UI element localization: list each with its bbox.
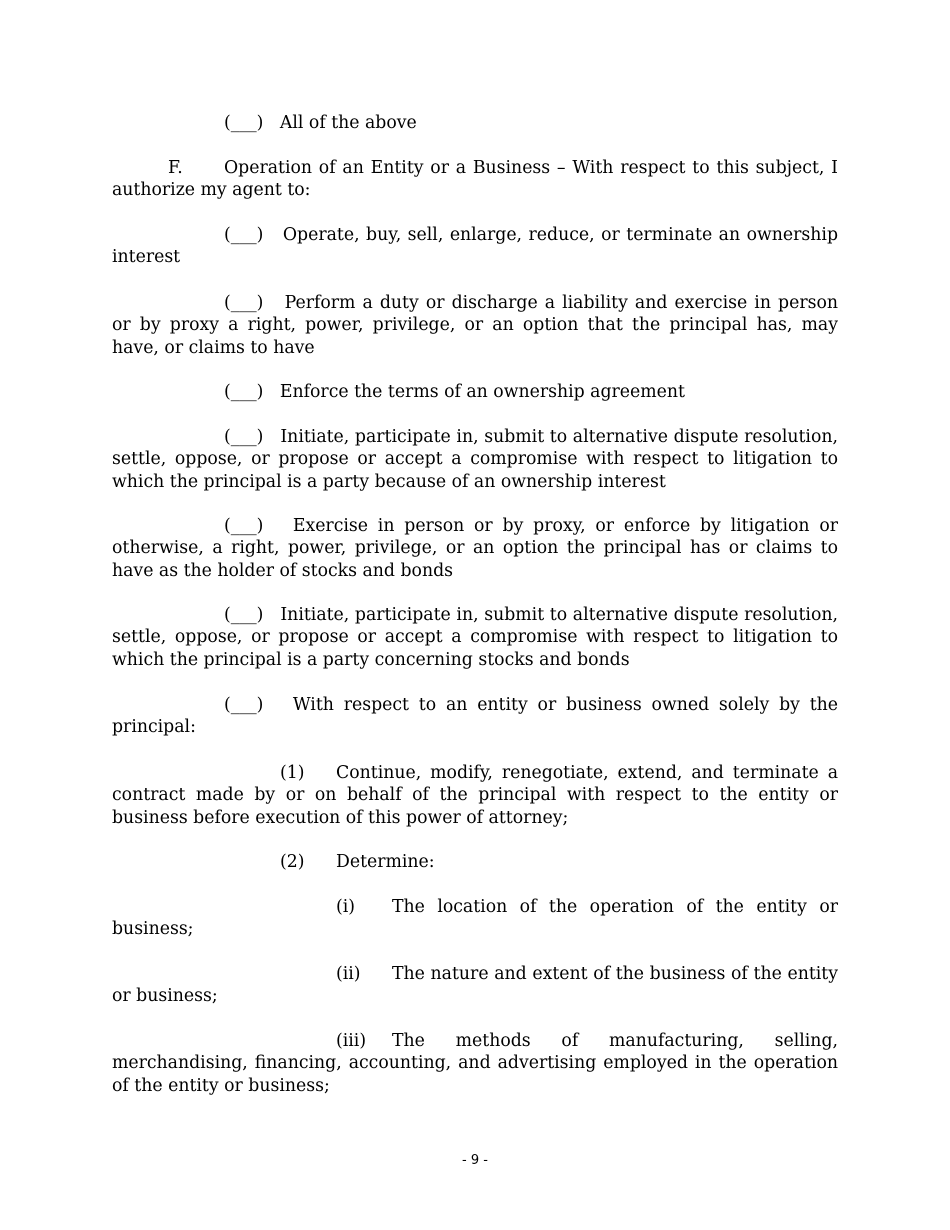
- checkbox-blank[interactable]: (___): [224, 293, 264, 313]
- option-text: Enforce the terms of an ownership agreement: [279, 382, 685, 402]
- sub-sub-item-text: The nature and extent of the business of the entity or business;: [112, 964, 838, 1007]
- option-item: [112, 604, 838, 671]
- checkbox-blank[interactable]: (___): [224, 427, 264, 447]
- sub-item-text: Determine:: [336, 852, 435, 872]
- option-text: Initiate, participate in, submit to alternative dispute resolution, settle, oppose, or propose or accept a compromise with respect to litigation to which the principal is a party because of an ownership interest: [112, 427, 838, 492]
- checkbox-blank[interactable]: (___): [224, 225, 264, 245]
- section-f-heading: [112, 157, 838, 202]
- option-text: Perform a duty or discharge a liability and exercise in person or by proxy a right, power, privilege, or an option that the principal has, may have, or claims to have: [112, 293, 838, 358]
- sub-sub-item-text: The methods of manufacturing, selling, merchandising, financing, accounting, and advertising employed in the operation of the entity or business;: [112, 1031, 838, 1096]
- sub-sub-item: [112, 963, 838, 1008]
- checkbox-blank[interactable]: (___): [224, 605, 264, 625]
- checkbox-blank[interactable]: (___): [224, 695, 264, 715]
- sub-item-text: Continue, modify, renegotiate, extend, and terminate a contract made by or on behalf of the principal with respect to the entity or business before execution of this power of attorney;: [112, 763, 838, 828]
- sub-item-number: (2): [280, 852, 305, 872]
- sub-item: [112, 762, 838, 829]
- sub-sub-item: [112, 1030, 838, 1097]
- option-item: [112, 515, 838, 582]
- option-item: [112, 292, 838, 359]
- option-item: [112, 224, 838, 269]
- option-item: [112, 694, 838, 739]
- option-text: Initiate, participate in, submit to alternative dispute resolution, settle, oppose, or propose or accept a compromise with respect to litigation to which the principal is a party concerning stocks and bonds: [112, 605, 838, 670]
- option-item: [112, 381, 838, 403]
- sub-sub-item-number: (i): [336, 897, 356, 917]
- option-text: With respect to an entity or business owned solely by the principal:: [112, 695, 838, 738]
- option-text: Exercise in person or by proxy, or enforce by litigation or otherwise, a right, power, privilege, or an option the principal has or claims to have as the holder of stocks and bonds: [112, 516, 838, 581]
- option-text: All of the above: [279, 113, 417, 133]
- sub-sub-item-text: The location of the operation of the entity or business;: [112, 897, 838, 940]
- section-text: Operation of an Entity or a Business – With respect to this subject, I authorize my agent to:: [112, 158, 838, 201]
- option-text: Operate, buy, sell, enlarge, reduce, or terminate an ownership interest: [112, 225, 839, 268]
- section-letter: F.: [168, 158, 183, 178]
- sub-sub-item: [112, 896, 838, 941]
- sub-sub-item-number: (ii): [336, 964, 361, 984]
- page-number: - 9 -: [462, 1153, 488, 1168]
- option-item: [112, 426, 838, 493]
- sub-item: [112, 851, 838, 873]
- checkbox-blank[interactable]: (___): [224, 516, 264, 536]
- option-all-of-the-above: [112, 112, 838, 134]
- sub-item-number: (1): [280, 763, 305, 783]
- checkbox-blank[interactable]: (___): [224, 113, 264, 133]
- checkbox-blank[interactable]: (___): [224, 382, 264, 402]
- sub-sub-item-number: (iii): [336, 1031, 367, 1051]
